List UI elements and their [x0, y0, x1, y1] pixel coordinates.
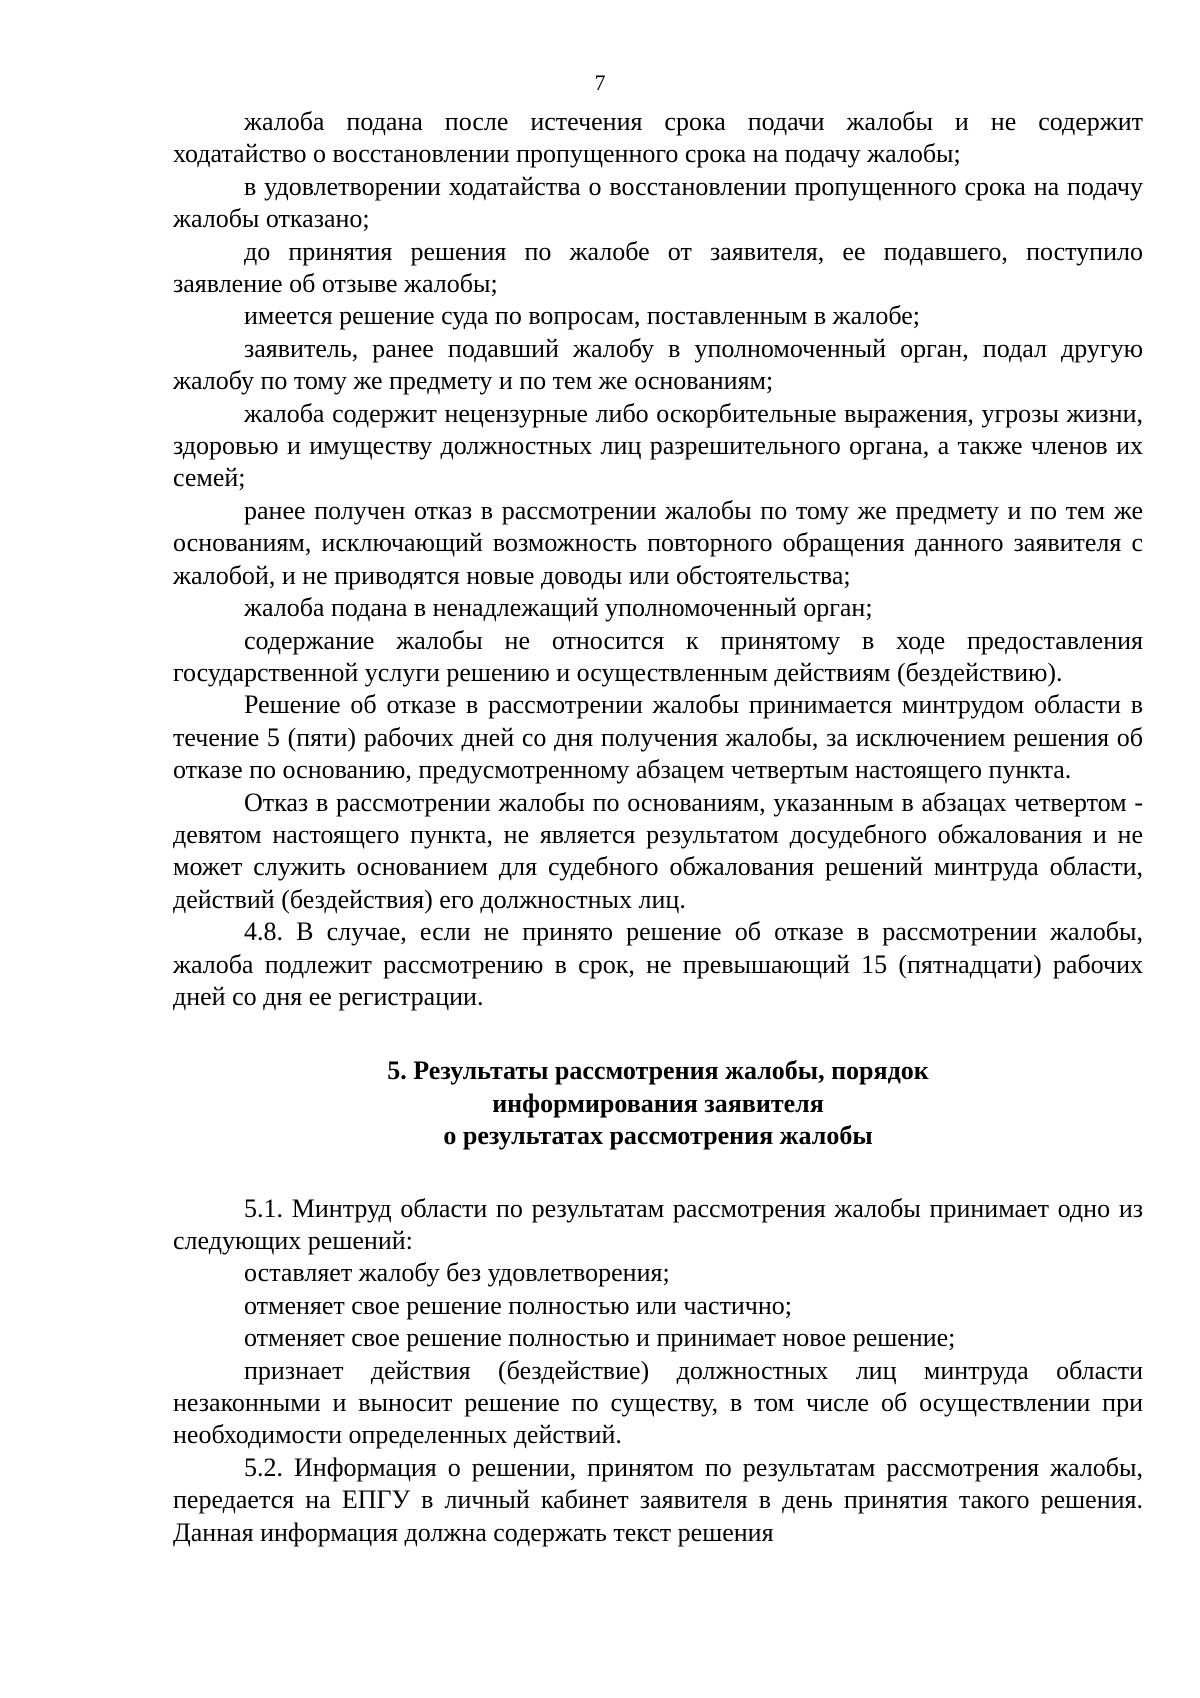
paragraph: оставляет жалобу без удовлетворения; [244, 1258, 670, 1288]
paragraph: имеется решение суда по вопросам, поставленным в жалобе; [244, 301, 920, 331]
paragraph: 4.8. В случае, если не принято решение об отказе в рассмотрении жалобы, жалоба подлежит рассмотрению в срок, не превышающий 15 (пятнадцати) рабочих дней со дня ее регистрации. [173, 917, 1143, 1011]
paragraph: жалоба подана в ненадлежащий уполномоченный орган; [244, 593, 873, 623]
document-body [173, 106, 1143, 1549]
section-heading-line: информирования заявителя [492, 1088, 824, 1118]
section-heading-line: о результатах рассмотрения жалобы [443, 1121, 873, 1151]
paragraph: до принятия решения по жалобе от заявителя, ее подавшего, поступило заявление об отзыве жалобы; [173, 236, 1143, 299]
paragraph: Решение об отказе в рассмотрении жалобы принимается минтрудом области в течение 5 (пяти) рабочих дней со дня получения жалобы, за исключением решения об отказе по основанию, предусмотренному абзацем четвертым настоящего пункта. [173, 690, 1143, 785]
paragraph: признает действия (бездействие) должностных лиц минтруда области незаконными и выносит решение по существу, в том числе об осуществлении при необходимости определенных действий. [173, 1355, 1143, 1450]
paragraph: отменяет свое решение полностью и принимает новое решение; [244, 1323, 956, 1353]
paragraph: жалоба подана после истечения срока подачи жалобы и не содержит ходатайство о восстановлении пропущенного срока на подачу жалобы; [173, 107, 1143, 169]
paragraph: ранее получен отказ в рассмотрении жалобы по тому же предмету и по тем же основаниям, исключающий возможность повторного обращения данного заявителя с жалобой, и не приводятся новые доводы или обстоятельства; [173, 495, 1143, 590]
paragraph: в удовлетворении ходатайства о восстановлении пропущенного срока на подачу жалобы отказано; [173, 171, 1143, 234]
paragraph: содержание жалобы не относится к принятому в ходе предоставления государственной услуги решению и осуществленным действиям (бездействию). [173, 625, 1143, 687]
section-heading-line: 5. Результаты рассмотрения жалобы, порядок [387, 1056, 929, 1086]
paragraph: 5.1. Минтруд области по результатам рассмотрения жалобы принимает одно из следующих решений: [173, 1193, 1143, 1255]
paragraph: жалоба содержит нецензурные либо оскорбительные выражения, угрозы жизни, здоровью и имуществу должностных лиц разрешительного органа, а также членов их семей; [173, 398, 1143, 493]
page-number: 7 [594, 70, 606, 95]
paragraph: 5.2. Информация о решении, принятом по результатам рассмотрения жалобы, передается на ЕПГУ в личный кабинет заявителя в день принятия такого решения. Данная информация должна содержать текст решения [173, 1452, 1143, 1547]
section-heading [173, 1055, 1143, 1152]
paragraph: отменяет свое решение полностью или частично; [244, 1290, 792, 1320]
paragraph: Отказ в рассмотрении жалобы по основаниям, указанным в абзацах четвертом - девятом настоящего пункта, не является результатом досудебного обжалования и не может служить основанием для судебного обжалования решений минтруда области, действий (бездействия) его должностных лиц. [173, 787, 1143, 914]
paragraph: заявитель, ранее подавший жалобу в уполномоченный орган, подал другую жалобу по тому же предмету и по тем же основаниям; [173, 333, 1143, 396]
